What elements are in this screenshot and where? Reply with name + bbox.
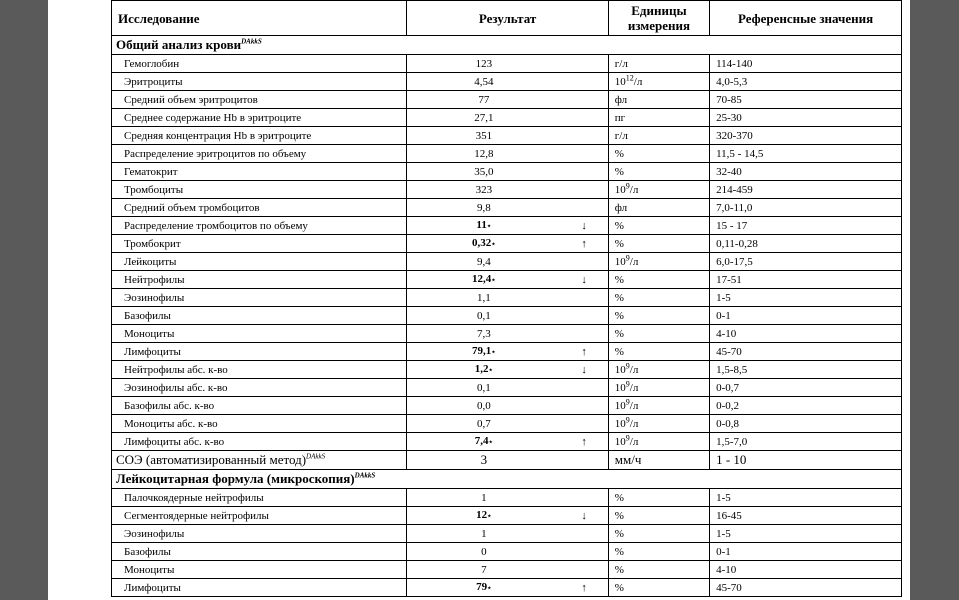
test-name: Эозинофилы: [112, 525, 407, 543]
esr-name-text: СОЭ (автоматизированный метод): [116, 452, 307, 467]
esr-row: [112, 451, 902, 470]
unit-base: %: [614, 147, 624, 160]
abnormal-flag: ⋆: [488, 438, 493, 446]
result-number: 1,1: [476, 291, 491, 304]
table-row: [112, 343, 902, 361]
lab-results-table: [111, 0, 902, 597]
reference-range: 0-1: [710, 307, 902, 325]
unit-exponent: 9: [625, 414, 630, 424]
test-name: Эозинофилы абс. к-во: [112, 379, 407, 397]
unit: [608, 325, 709, 343]
unit-tail: /л: [629, 435, 639, 448]
reference-range: 1-5: [710, 489, 902, 507]
unit-base: %: [614, 291, 624, 304]
reference-range: 0-0,7: [710, 379, 902, 397]
esr-reference: 1 - 10: [710, 451, 902, 470]
unit: [608, 145, 709, 163]
arrow-cell: [560, 91, 608, 109]
test-name: Моноциты: [112, 325, 407, 343]
result-number: 0,7: [476, 417, 491, 430]
unit-exponent: 9: [625, 180, 630, 190]
unit-base: %: [614, 273, 624, 286]
unit: [608, 55, 709, 73]
unit-exponent: 9: [625, 396, 630, 406]
result-number: 123: [475, 57, 493, 70]
result-number: 0: [481, 545, 487, 558]
table-row: [112, 73, 902, 91]
table-row: [112, 253, 902, 271]
arrow-cell: [560, 379, 608, 397]
test-name: Моноциты абс. к-во: [112, 415, 407, 433]
test-name: Средний объем эритроцитов: [112, 91, 407, 109]
test-name: Нейтрофилы абс. к-во: [112, 361, 407, 379]
result-number: 77: [478, 93, 490, 106]
result-number: 0,1: [476, 309, 491, 322]
table-row: [112, 379, 902, 397]
abnormal-flag: ⋆: [487, 584, 492, 592]
arrow-cell: [560, 73, 608, 91]
unit-base: 10: [614, 255, 626, 268]
unit: [608, 361, 709, 379]
arrow-cell: [560, 55, 608, 73]
result-number: 7,3: [476, 327, 491, 340]
unit-base: пг: [614, 111, 626, 124]
table-row: [112, 561, 902, 579]
result-value: [407, 307, 561, 325]
unit: [608, 433, 709, 451]
unit: [608, 127, 709, 145]
result-value: [407, 253, 561, 271]
unit-base: 10: [614, 381, 626, 394]
reference-range: 4-10: [710, 325, 902, 343]
unit: [608, 489, 709, 507]
unit-tail: /л: [629, 183, 639, 196]
table-row: [112, 543, 902, 561]
abnormal-flag: ⋆: [491, 348, 496, 356]
arrow-cell: [560, 181, 608, 199]
result-number: 0,0: [476, 399, 491, 412]
unit: [608, 561, 709, 579]
arrow-cell: [560, 163, 608, 181]
unit-base: %: [614, 527, 624, 540]
section-title-text: Лейкоцитарная формула (микроскопия): [116, 471, 355, 486]
unit-tail: /л: [629, 381, 639, 394]
reference-range: 32-40: [710, 163, 902, 181]
table-row: [112, 489, 902, 507]
accreditation-mark: DAkkS: [241, 37, 262, 46]
arrow-cell: [560, 109, 608, 127]
table-row: [112, 181, 902, 199]
arrow-cell: [560, 525, 608, 543]
unit-base: фл: [614, 93, 628, 106]
reference-range: 4-10: [710, 561, 902, 579]
unit: [608, 271, 709, 289]
arrow-cell: [560, 415, 608, 433]
unit-tail: /л: [629, 363, 639, 376]
unit-base: %: [614, 309, 624, 322]
result-value: [407, 145, 561, 163]
result-value: [407, 343, 561, 361]
result-value: [407, 109, 561, 127]
result-value: [407, 73, 561, 91]
result-number: 1,2: [474, 363, 489, 375]
test-name: Лимфоциты абс. к-во: [112, 433, 407, 451]
table-row: [112, 525, 902, 543]
result-value: [407, 525, 561, 543]
result-value: [407, 55, 561, 73]
test-name: Тромбоциты: [112, 181, 407, 199]
table-row: [112, 289, 902, 307]
result-value: [407, 199, 561, 217]
unit: [608, 235, 709, 253]
test-name: Лейкоциты: [112, 253, 407, 271]
unit: [608, 525, 709, 543]
result-number: 12,4: [472, 273, 492, 285]
test-name: Тромбокрит: [112, 235, 407, 253]
unit: [608, 73, 709, 91]
unit-base: %: [614, 491, 624, 504]
arrow-up-icon: ↑: [560, 579, 608, 597]
unit: [608, 181, 709, 199]
unit: [608, 217, 709, 235]
result-value: [407, 579, 561, 597]
section-leukocyte-formula-title: [112, 470, 902, 489]
result-value: [407, 415, 561, 433]
result-value: [407, 163, 561, 181]
unit-base: 10: [614, 75, 626, 88]
arrow-cell: [560, 289, 608, 307]
result-value: [407, 289, 561, 307]
unit-exponent: 9: [625, 360, 630, 370]
arrow-cell: [560, 325, 608, 343]
test-name: Базофилы абс. к-во: [112, 397, 407, 415]
accreditation-mark: DAkkS: [306, 452, 326, 461]
table-row: [112, 271, 902, 289]
unit-tail: /л: [629, 399, 639, 412]
table-row: [112, 507, 902, 525]
abnormal-flag: ⋆: [486, 222, 492, 230]
table-row: [112, 235, 902, 253]
result-number: 4,54: [474, 75, 494, 88]
unit-base: 10: [614, 435, 626, 448]
reference-range: 1,5-8,5: [710, 361, 902, 379]
unit-exponent: 12: [625, 72, 634, 82]
header-reference: Референсные значения: [710, 1, 902, 36]
section-title-text: Общий анализ крови: [116, 37, 242, 52]
table-row: [112, 325, 902, 343]
arrow-up-icon: ↑: [560, 433, 608, 451]
arrow-down-icon: ↓: [560, 361, 608, 379]
result-value: [407, 433, 561, 451]
result-value: [407, 561, 561, 579]
unit: [608, 379, 709, 397]
result-value: [407, 217, 561, 235]
test-name: Средний объем тромбоцитов: [112, 199, 407, 217]
result-value: [407, 325, 561, 343]
unit-base: 10: [614, 363, 626, 376]
arrow-cell: [560, 199, 608, 217]
unit-base: %: [614, 237, 624, 250]
reference-range: 17-51: [710, 271, 902, 289]
test-name: Эозинофилы: [112, 289, 407, 307]
arrow-down-icon: ↓: [560, 507, 608, 525]
reference-range: 15 - 17: [710, 217, 902, 235]
result-value: [407, 181, 561, 199]
unit-exponent: 9: [625, 378, 630, 388]
unit-base: %: [614, 545, 624, 558]
unit-exponent: 9: [625, 252, 630, 262]
table-row: [112, 307, 902, 325]
unit: [608, 507, 709, 525]
table-row: [112, 127, 902, 145]
abnormal-flag: ⋆: [491, 240, 496, 248]
result-number: 35,0: [474, 165, 494, 178]
abnormal-flag: ⋆: [487, 512, 492, 520]
result-number: 1: [481, 527, 487, 540]
reference-range: 1-5: [710, 289, 902, 307]
result-number: 12: [476, 509, 488, 521]
test-name: Палочкоядерные нейтрофилы: [112, 489, 407, 507]
reference-range: 214-459: [710, 181, 902, 199]
table-row: [112, 55, 902, 73]
test-name: Гематокрит: [112, 163, 407, 181]
header-result: Результат: [407, 1, 608, 36]
test-name: Средняя концентрация Hb в эритроците: [112, 127, 407, 145]
unit: [608, 91, 709, 109]
unit-base: %: [614, 219, 624, 232]
result-number: 9,8: [476, 201, 491, 214]
arrow-cell: [560, 127, 608, 145]
unit: [608, 307, 709, 325]
arrow-cell: [560, 451, 608, 470]
reference-range: 0,11-0,28: [710, 235, 902, 253]
test-name: Базофилы: [112, 543, 407, 561]
reference-range: 320-370: [710, 127, 902, 145]
result-value: [407, 507, 561, 525]
reference-range: 4,0-5,3: [710, 73, 902, 91]
arrow-up-icon: ↑: [560, 235, 608, 253]
reference-range: 16-45: [710, 507, 902, 525]
unit-exponent: 9: [625, 432, 630, 442]
reference-range: 0-0,8: [710, 415, 902, 433]
result-number: 79,1: [472, 345, 492, 357]
reference-range: 114-140: [710, 55, 902, 73]
abnormal-flag: ⋆: [488, 366, 493, 374]
table-row: [112, 361, 902, 379]
unit-base: г/л: [614, 129, 628, 142]
table-header-row: [112, 1, 902, 36]
reference-range: 1,5-7,0: [710, 433, 902, 451]
esr-value: 3: [407, 451, 561, 470]
accreditation-mark: DAkkS: [354, 471, 376, 480]
unit-base: 10: [614, 399, 626, 412]
unit-base: %: [614, 327, 624, 340]
arrow-down-icon: ↓: [560, 271, 608, 289]
result-number: 7,4: [474, 435, 489, 447]
unit-base: %: [614, 345, 624, 358]
reference-range: 6,0-17,5: [710, 253, 902, 271]
arrow-cell: [560, 145, 608, 163]
table-row: [112, 217, 902, 235]
result-value: [407, 271, 561, 289]
result-number: 9,4: [476, 255, 491, 268]
unit-tail: /л: [633, 75, 643, 88]
result-value: [407, 91, 561, 109]
esr-unit: мм/ч: [608, 451, 709, 470]
result-number: 0,32: [472, 237, 492, 249]
unit: [608, 253, 709, 271]
result-number: 1: [481, 491, 487, 504]
test-name: Гемоглобин: [112, 55, 407, 73]
table-row: [112, 145, 902, 163]
result-value: [407, 379, 561, 397]
test-name: Лимфоциты: [112, 579, 407, 597]
section-cbc-title: [112, 36, 902, 55]
result-number: 12,8: [474, 147, 494, 160]
unit: [608, 397, 709, 415]
unit-base: %: [614, 563, 624, 576]
lab-results-body: [112, 1, 902, 597]
result-value: [407, 235, 561, 253]
reference-range: 45-70: [710, 343, 902, 361]
table-row: [112, 579, 902, 597]
reference-range: 70-85: [710, 91, 902, 109]
arrow-cell: [560, 307, 608, 325]
test-name: Моноциты: [112, 561, 407, 579]
unit-base: %: [614, 509, 624, 522]
unit-tail: /л: [629, 417, 639, 430]
table-row: [112, 91, 902, 109]
test-name: Базофилы: [112, 307, 407, 325]
unit: [608, 109, 709, 127]
reference-range: 11,5 - 14,5: [710, 145, 902, 163]
arrow-down-icon: ↓: [560, 217, 608, 235]
section-cbc: [112, 36, 902, 55]
result-value: [407, 127, 561, 145]
table-row: [112, 109, 902, 127]
unit-base: г/л: [614, 57, 628, 70]
section-leukocyte-formula: [112, 470, 902, 489]
arrow-cell: [560, 397, 608, 415]
result-number: 0,1: [476, 381, 491, 394]
test-name: Распределение тромбоцитов по объему: [112, 217, 407, 235]
arrow-cell: [560, 561, 608, 579]
unit: [608, 199, 709, 217]
table-row: [112, 397, 902, 415]
test-name: Сегментоядерные нейтрофилы: [112, 507, 407, 525]
result-number: 11: [476, 219, 487, 231]
table-row: [112, 415, 902, 433]
unit-base: %: [614, 581, 624, 594]
result-number: 7: [481, 563, 487, 576]
document-page: [48, 0, 910, 600]
arrow-cell: [560, 543, 608, 561]
table-row: [112, 163, 902, 181]
arrow-cell: [560, 253, 608, 271]
test-name: Распределение эритроцитов по объему: [112, 145, 407, 163]
unit: [608, 415, 709, 433]
reference-range: 7,0-11,0: [710, 199, 902, 217]
table-row: [112, 199, 902, 217]
unit-base: %: [614, 165, 624, 178]
result-number: 323: [475, 183, 493, 196]
unit: [608, 579, 709, 597]
unit-base: 10: [614, 417, 626, 430]
test-name: Нейтрофилы: [112, 271, 407, 289]
arrow-up-icon: ↑: [560, 343, 608, 361]
test-name: Эритроциты: [112, 73, 407, 91]
reference-range: 0-0,2: [710, 397, 902, 415]
unit: [608, 289, 709, 307]
reference-range: 45-70: [710, 579, 902, 597]
reference-range: 25-30: [710, 109, 902, 127]
unit: [608, 543, 709, 561]
table-row: [112, 433, 902, 451]
header-study: Исследование: [112, 1, 407, 36]
result-value: [407, 397, 561, 415]
result-value: [407, 361, 561, 379]
test-name: Среднее содержание Hb в эритроците: [112, 109, 407, 127]
reference-range: 0-1: [710, 543, 902, 561]
arrow-cell: [560, 489, 608, 507]
result-value: [407, 489, 561, 507]
result-number: 351: [475, 129, 493, 142]
unit: [608, 163, 709, 181]
unit-tail: /л: [629, 255, 639, 268]
result-number: 27,1: [474, 111, 494, 124]
reference-range: 1-5: [710, 525, 902, 543]
header-units: Единицы измерения: [608, 1, 709, 36]
result-value: [407, 543, 561, 561]
abnormal-flag: ⋆: [491, 276, 496, 284]
unit: [608, 343, 709, 361]
unit-base: фл: [614, 201, 628, 214]
unit-base: 10: [614, 183, 626, 196]
result-number: 79: [476, 581, 488, 593]
esr-name: [112, 451, 407, 470]
test-name: Лимфоциты: [112, 343, 407, 361]
